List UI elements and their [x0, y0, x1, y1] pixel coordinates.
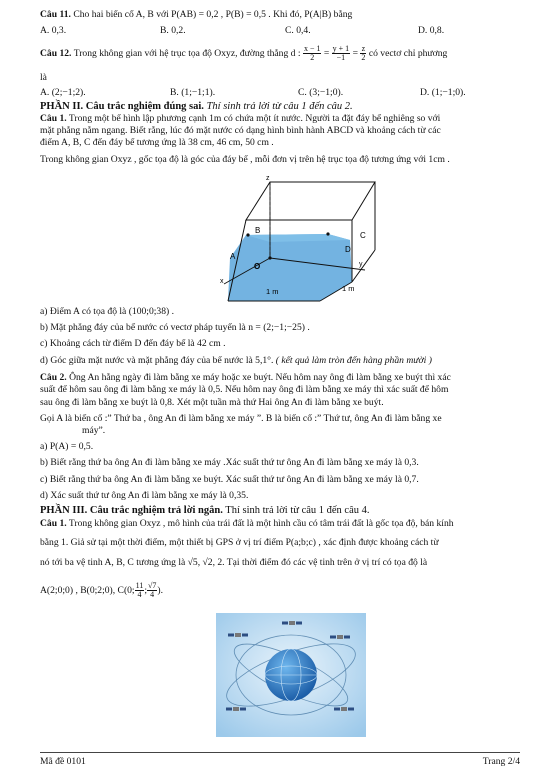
point-a	[246, 233, 249, 236]
p2-c1-line2: mặt phẳng nằm ngang. Biết rằng, lúc đó mặt nước có dạng hình bình hành ABCD và khoảng cách từ các	[40, 125, 441, 136]
point-a-label: A	[230, 252, 236, 261]
q12-text-a: Trong không gian với hệ trục tọa độ Oxyz, đường thẳng d :	[73, 48, 301, 59]
q11-option-a: A. 0,3.	[40, 25, 67, 36]
q11-option-d: D. 0,8.	[418, 25, 445, 36]
part3-heading: PHẦN III. Câu trắc nghiệm trả lời ngắn. Thí sinh trả lời từ câu 1 đến câu 4.	[40, 505, 370, 516]
satellite-icon	[334, 707, 354, 711]
q12-text-b: có vectơ chỉ phương	[368, 48, 448, 59]
satellite-icon	[226, 707, 246, 711]
point-d-label: D	[345, 245, 351, 254]
q11-label: Câu 11.	[40, 9, 71, 20]
origin-label: O	[254, 262, 261, 271]
p2-c2-line3: sau ông đi làm bằng xe buýt là 0,8. Xét một tuần mà thứ Hai ông An đi làm bằng xe buýt.	[40, 397, 384, 408]
satellite-icon	[330, 635, 350, 639]
p2-c2-d: d) Xác suất thứ tư ông An đi làm bằng xe máy là 0,35.	[40, 490, 249, 501]
satellite-icon	[282, 621, 302, 625]
p2-c1-c: c) Khoảng cách từ điểm D đến đáy bể là 42 cm .	[40, 338, 226, 349]
q12-option-c: C. (3;−1;0).	[298, 87, 344, 98]
p2-c1-line1: Câu 1. Trong một bể hình lập phương cạnh 1m có chứa một ít nước. Người ta đặt đáy bể nghiêng so với	[40, 113, 441, 124]
q12-option-d: D. (1;−1;0).	[420, 87, 466, 98]
p3-c1-line1: Câu 1. Trong không gian Oxyz , mô hình của trái đất là một hình cầu có tâm trái đất là gốc tọa độ, bán kính	[40, 518, 454, 529]
p3-c1-line4: A(2;0;0) , B(0;2;0), C(0; $\frac{11}{4}$ ; $\frac{√7}{4}$ ).	[40, 581, 163, 600]
q12-frac-x: $\frac{x - 1}{2}$	[303, 44, 321, 63]
p3-c1-line3: nó tới ba vệ tinh A, B, C tương ứng là √5, √2, 2. Tại thời điểm đó các vệ tinh trên ở vị trí có tọa độ là	[40, 557, 428, 568]
satellite-icon	[228, 633, 248, 637]
edge-length-x: 1 m	[266, 287, 279, 296]
origin-point	[268, 256, 271, 259]
q12-option-b: B. (1;−1;1).	[170, 87, 216, 98]
frac-11-4: $\frac{11}{4}$	[135, 581, 144, 600]
p2-c2-line4: Gọi A là biến cố :” Thứ ba , ông An đi làm bằng xe máy ”. B là biến cố :” Thứ tư, ông An đi làm bằng xe	[40, 413, 442, 424]
point-c-label: C	[360, 231, 366, 240]
p2-c1-a: a) Điểm A có tọa độ là (100;0;38) .	[40, 306, 175, 317]
q11-option-c: C. 0,4.	[285, 25, 311, 36]
point-c	[326, 232, 329, 235]
frac-sqrt7-4: $\frac{√7}{4}$	[147, 581, 157, 600]
p2-c1-line4: Trong không gian Oxyz , gốc tọa độ là góc của đáy bể , mỗi đơn vị trên hệ trục tọa độ tương ứng với 1cm .	[40, 154, 450, 165]
q12-label: Câu 12.	[40, 48, 72, 59]
axis-x-label: x	[220, 278, 224, 285]
p2-c2-b: b) Biết rằng thứ ba ông An đi làm bằng xe máy .Xác suất thứ tư ông An đi làm bằng xe máy là 0,3.	[40, 457, 419, 468]
q11-text: Cho hai biến cố A, B với P(AB) = 0,2 , P(B) = 0,5 . Khi đó, P(A|B) bằng	[73, 9, 353, 20]
q11-line	[40, 9, 520, 21]
p2-c2-line5: máy”.	[82, 425, 106, 436]
p2-c1-line3: điểm A, B, C đến đáy bể tương ứng là 38 cm, 46 cm, 50 cm .	[40, 137, 274, 148]
p3-c1-line2: bằng 1. Giả sử tại một thời điểm, một thiết bị GPS ở vị trí điểm P(a;b;c) , xác định được khoảng cách từ	[40, 537, 439, 548]
q12-frac-y: $\frac{y + 1}{-1}$	[332, 44, 350, 63]
axis-y-label: y	[359, 261, 363, 268]
p2-c2-line2: suất để hôm sau ông đi làm bằng xe máy là 0,5. Nếu hôm nay ông đi làm bằng xe máy thì xác suất để hôm	[40, 384, 449, 395]
page-number: Trang 2/4	[482, 756, 520, 767]
p2-c2-a: a) P(A) = 0,5.	[40, 441, 94, 452]
point-b-label: B	[255, 226, 261, 235]
exam-code: Mã đề 0101	[40, 756, 86, 767]
tank-figure	[200, 170, 400, 305]
q12-line2: là	[40, 72, 47, 83]
p2-c2-c: c) Biết rằng thứ ba ông An đi làm bằng xe buýt. Xác suất thứ tư ông An đi làm bằng xe máy là 0,7.	[40, 474, 419, 485]
p2-c1-d: d) Góc giữa mặt nước và mặt phẳng đáy của bể nước là 5,1°. ( kết quả làm tròn đến hàng phần mười )	[40, 355, 432, 366]
part2-heading: PHẦN II. Câu trắc nghiệm đúng sai. Thí sinh trả lời từ câu 1 đến câu 2.	[40, 101, 353, 112]
p2-c1-b: b) Mặt phẳng đáy của bể nước có vectơ pháp tuyến là n = (2;−1;−25) .	[40, 322, 310, 333]
q11-option-b: B. 0,2.	[160, 25, 186, 36]
earth-satellites-illustration	[216, 613, 366, 737]
q12-option-a: A. (2;−1;2).	[40, 87, 86, 98]
q12-line: Câu 12. Trong không gian với hệ trục tọa độ Oxyz, đường thẳng d : $\frac{x - 1}{2}$ = $\frac{y + 1}{-1}$ = $\frac{z}{2}$ có vectơ chỉ phương	[40, 44, 448, 63]
q12-frac-z: $\frac{z}{2}$	[361, 44, 366, 63]
water-shape	[228, 234, 352, 301]
axis-z-label: z	[266, 175, 270, 182]
page-footer	[40, 752, 520, 767]
edge-length-y: 1 m	[342, 284, 355, 293]
p2-c2-line1: Câu 2. Ông An hằng ngày đi làm bằng xe máy hoặc xe buýt. Nếu hôm nay ông đi làm bằng xe buýt thì xác	[40, 372, 451, 383]
